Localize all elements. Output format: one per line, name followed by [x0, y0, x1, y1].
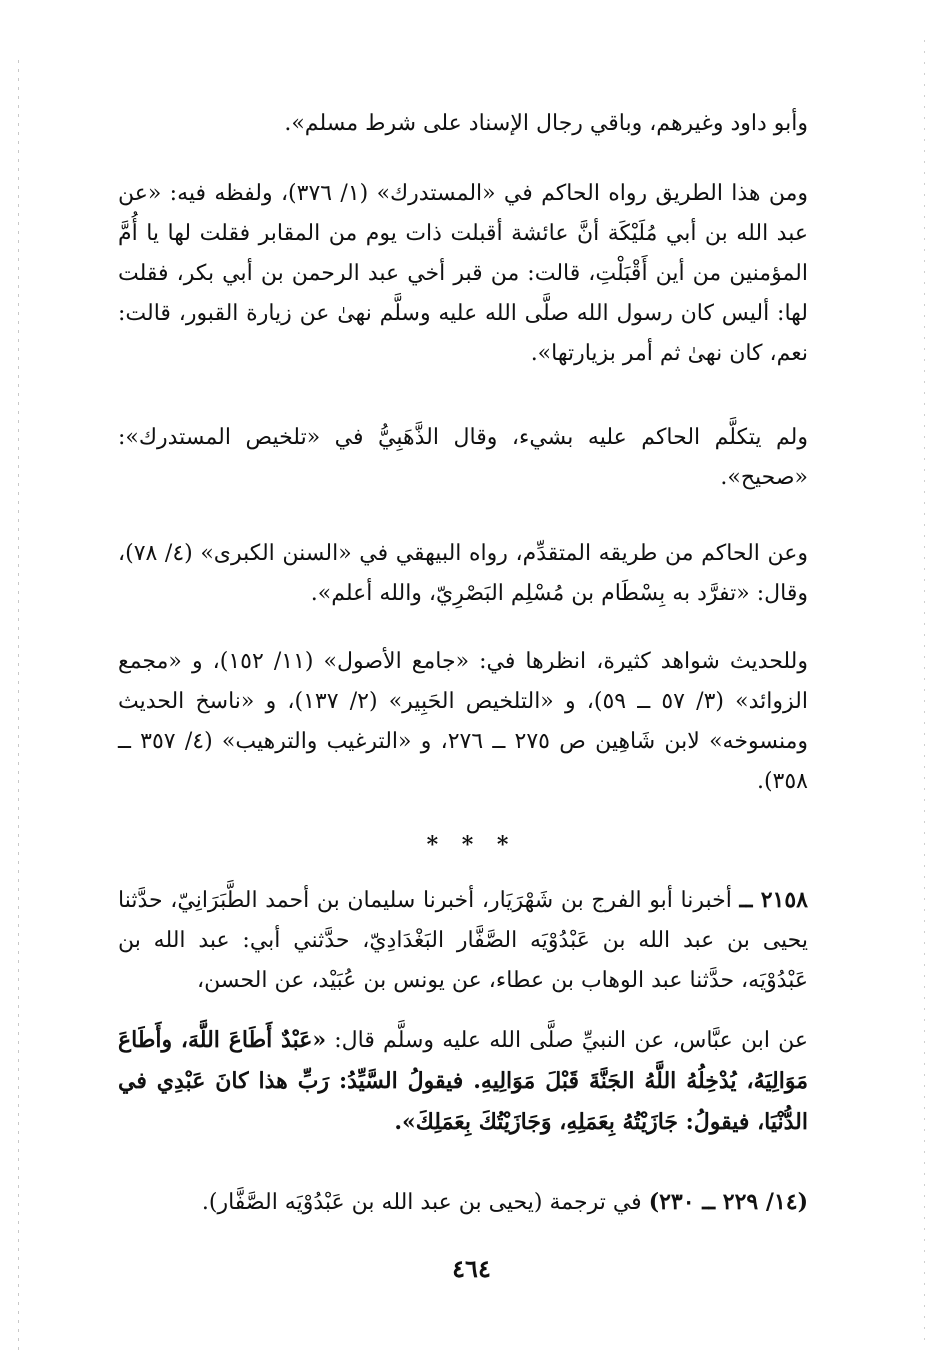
- paragraph-1: وأبو داود وغيرهم، وباقي رجال الإسناد على شرط مسلم».: [284, 111, 808, 136]
- reference-text: في ترجمة (يحيى بن عبد الله بن عَبْدُوْيَه الصَّفَّار).: [201, 1190, 642, 1215]
- page-number: ٤٦٤: [452, 1254, 491, 1283]
- paragraph-5: وللحديث شواهد كثيرة، انظرها في: «جامع الأصول» (١١/ ١٥٢)، و «مجمع الزوائد» (٣/ ٥٧ ــ ٥٩)، و «التلخيص الحَبِير» (٢/ ١٣٧)، و «ناسخ الحديث ومنسوخه» لابن شَاهِين ص ٢٧٥ ــ ٢٧٦، و «الترغيب والترهيب» (٤/ ٣٥٧ ــ ٣٥٨).: [118, 649, 809, 794]
- section-separator: * * *: [426, 832, 517, 858]
- hadith-isnad-paragraph: [118, 880, 808, 1001]
- reference-citation: (١٤/ ٢٢٩ ــ ٢٣٠): [648, 1189, 808, 1215]
- scan-edge-right: [924, 40, 925, 1340]
- hadith-number: ٢١٥٨ ــ: [739, 887, 808, 913]
- hadith-matn: «عَبْدٌ أَطَاعَ اللَّهَ، وأَطَاعَ مَوَالِيَهُ، يُدْخِلُهُ اللَّهُ الجَنَّةَ قَبْلَ مَوَالِيهِ. فيقولُ السَّيِّدُ: رَبِّ هذا كانَ عَبْدِي في الدُّنْيَا، فيقولُ: جَازَيْتُهُ بِعَمَلِهِ، وَجَازَيْتُكَ بِعَمَلِكَ».: [118, 1027, 808, 1135]
- paragraph-4: وعن الحاكم من طريقه المتقدِّم، رواه البيهقي في «السنن الكبرى» (٤/ ٧٨)، وقال: «تفرَّد به بِسْطَام بن مُسْلِم البَصْرِيّ، والله أعلم».: [118, 541, 809, 606]
- hadith-isnad: أخبرنا أبو الفرج بن شَهْرَيَار، أخبرنا سليمان بن أحمد الطَّبَرَانِيّ، حدَّثنا يحيى بن عبد الله بن عَبْدُوْيَه الصَّفَّار البَغْدَادِيّ، حدَّثني أبي: عبد الله بن عَبْدُوْيَه، حدَّثنا عبد الوهاب بن عطاء، عن يونس بن عُبَيْد، عن الحسن،: [118, 888, 808, 993]
- hadith-matn-paragraph: [118, 1020, 808, 1143]
- reference-paragraph: [118, 1182, 808, 1223]
- scan-edge-left: [18, 60, 19, 1350]
- paragraph-2: ومن هذا الطريق رواه الحاكم في «المستدرك» (١/ ٣٧٦)، ولفظه فيه: «عن عبد الله بن أبي مُلَيْكَة أنَّ عائشة أقبلت ذات يوم من المقابر فقلت لها يا أُمَّ المؤمنين من أين أَقْبَلْتِ، قالت: من قبر أخي عبد الرحمن بن أبي بكر، فقلت لها: أليس كان رسول الله صلَّى الله عليه وسلَّم نهىٰ عن زيارة القبور، قالت: نعم، كان نهىٰ ثم أمر بزيارتها».: [118, 181, 808, 366]
- hadith-matn-intro: عن ابن عبَّاس، عن النبيِّ صلَّى الله عليه وسلَّم قال:: [334, 1028, 808, 1053]
- paragraph-3: ولم يتكلَّم الحاكم عليه بشيء، وقال الذَّهَبِيُّ في «تلخيص المستدرك»: «صحيح».: [118, 425, 808, 490]
